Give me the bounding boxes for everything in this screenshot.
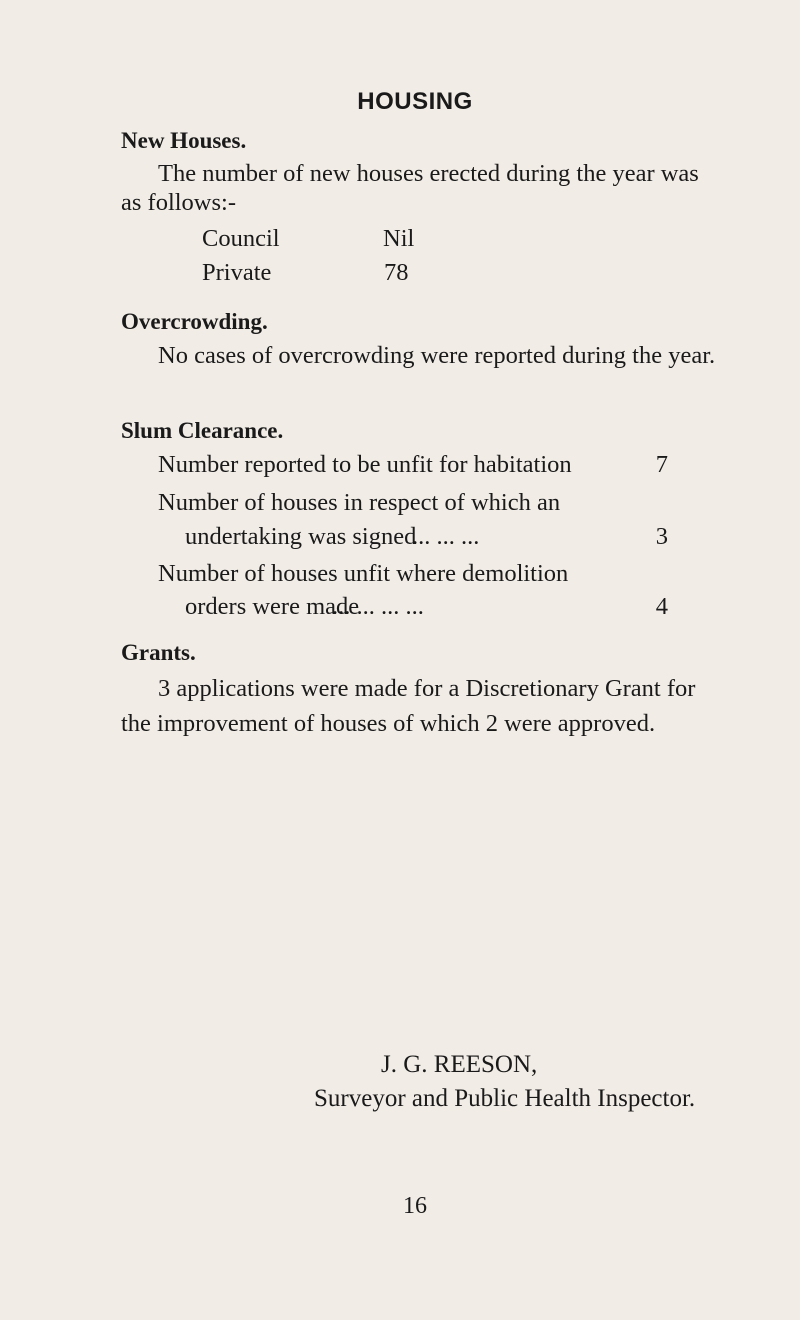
- slum-item1-text: Number reported to be unfit for habitation: [158, 451, 572, 478]
- signature-role: Surveyor and Public Health Inspector.: [314, 1085, 696, 1112]
- council-label: Council: [202, 225, 280, 252]
- page-title: HOUSING: [357, 88, 473, 115]
- new-houses-intro-line1: The number of new houses erected during the year was: [158, 160, 699, 187]
- private-value: 78: [384, 259, 409, 286]
- slum-item2-value: 3: [655, 523, 668, 550]
- slum-item3-value: 4: [655, 593, 668, 620]
- overcrowding-text: No cases of overcrowding were reported during the year.: [158, 342, 716, 369]
- slum-item3-text-line1: Number of houses unfit where demolition: [158, 560, 569, 587]
- slum-item2-text-line2: undertaking was signed: [185, 523, 417, 550]
- overcrowding-heading: Overcrowding.: [121, 309, 268, 334]
- grants-text-line1: 3 applications were made for a Discretionary Grant for: [158, 675, 696, 702]
- slum-clearance-heading: Slum Clearance.: [121, 418, 284, 443]
- slum-item3-leader-dots: ... ... ... ...: [332, 593, 424, 620]
- new-houses-intro-line2: as follows:-: [121, 189, 236, 216]
- signature-name: J. G. REESON,: [381, 1051, 538, 1078]
- new-houses-heading: New Houses.: [121, 128, 247, 153]
- slum-item2-text-line1: Number of houses in respect of which an: [158, 489, 561, 516]
- page-number: 16: [403, 1193, 427, 1219]
- council-value: Nil: [383, 225, 415, 252]
- slum-item1-value: 7: [655, 451, 668, 478]
- private-label: Private: [202, 259, 272, 286]
- slum-item3-text-line2: orders were made: [185, 593, 360, 620]
- grants-heading: Grants.: [121, 640, 196, 665]
- slum-item2-leader-dots: ... ... ...: [412, 523, 480, 550]
- grants-text-line2: the improvement of houses of which 2 were approved.: [121, 710, 656, 737]
